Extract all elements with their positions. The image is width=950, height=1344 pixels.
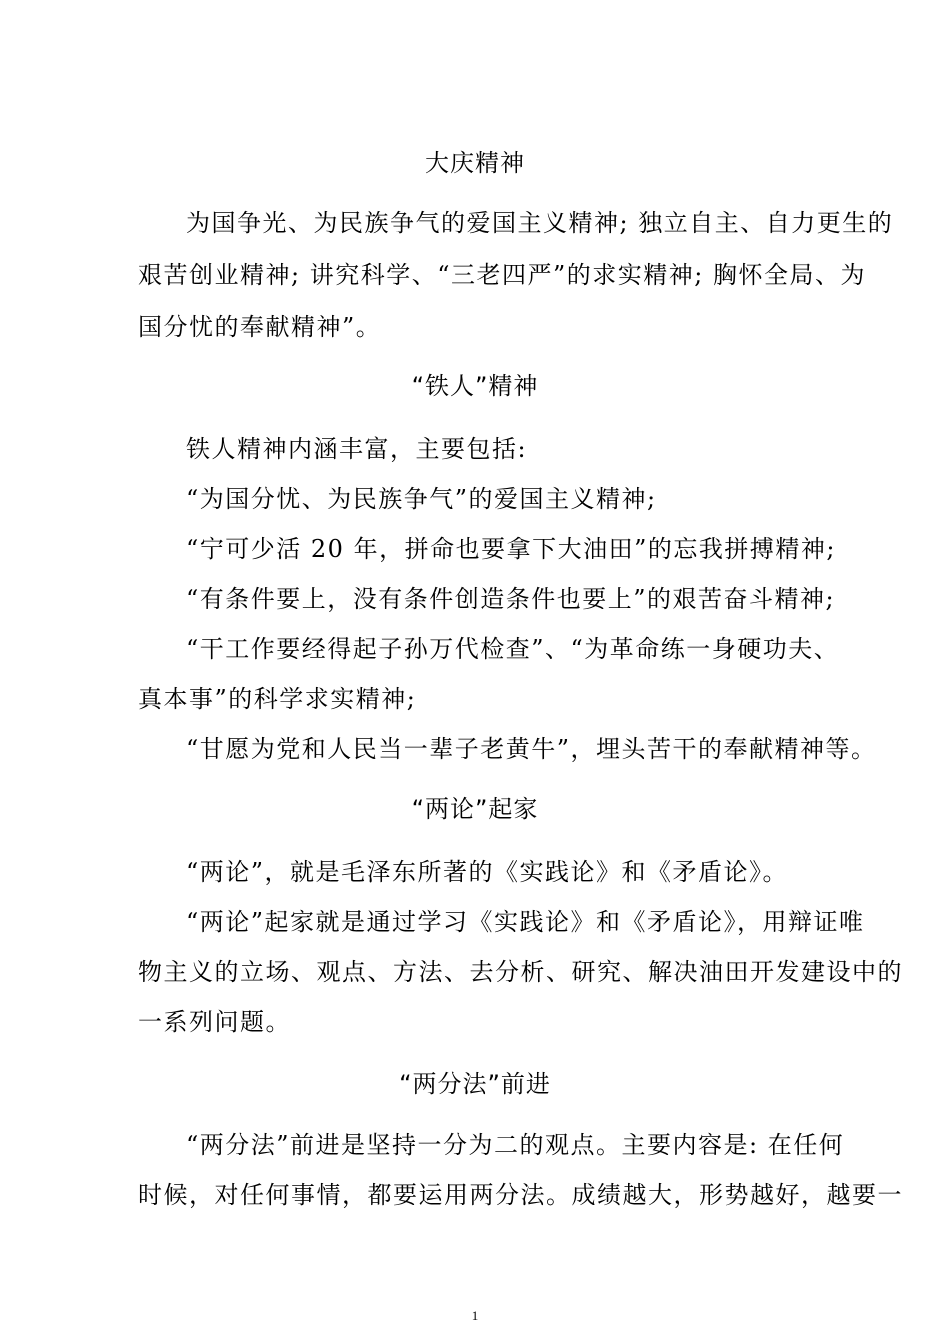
list-item: “甘愿为党和人民当一辈子老黄牛”，埋头苦干的奉献精神等。 xyxy=(186,735,877,763)
paragraph-line: 铁人精神内涵丰富，主要包括: xyxy=(186,435,528,463)
paragraph-line: 为国争光、为民族争气的爱国主义精神; 独立自主、自力更生的 xyxy=(186,209,894,237)
paragraph-line: “两论”起家就是通过学习《实践论》和《矛盾论》，用辩证唯 xyxy=(186,908,865,936)
list-item: “干工作要经得起子孙万代检查”、“为革命练一身硬功夫、 xyxy=(186,635,840,663)
list-item-continuation: 真本事”的科学求实精神; xyxy=(138,685,417,713)
paragraph-line: “两分法”前进是坚持一分为二的观点。主要内容是: 在任何 xyxy=(186,1131,845,1159)
list-item: “为国分忧、为民族争气”的爱国主义精神; xyxy=(186,485,657,513)
section-title-two-theories: “两论”起家 xyxy=(411,795,539,823)
paragraph-line: 艰苦创业精神; 讲究科学、“三老四严”的求实精神; 胸怀全局、为 xyxy=(138,261,866,289)
list-item: “宁可少活 20 年，拼命也要拿下大油田”的忘我拼搏精神; xyxy=(186,535,836,563)
section-title-daqing-spirit: 大庆精神 xyxy=(425,149,525,177)
paragraph-line: 物主义的立场、观点、方法、去分析、研究、解决油田开发建设中的 xyxy=(138,958,903,986)
paragraph-line: “两论”，就是毛泽东所著的《实践论》和《矛盾论》。 xyxy=(186,858,789,886)
paragraph-line: 时候，对任何事情，都要运用两分法。成绩越大，形势越好，越要一 xyxy=(138,1181,903,1209)
section-title-two-point-method: “两分法”前进 xyxy=(399,1070,551,1098)
list-item: “有条件要上，没有条件创造条件也要上”的艰苦奋斗精神; xyxy=(186,585,836,613)
page-number: 1 xyxy=(471,1308,479,1323)
paragraph-line: 一系列问题。 xyxy=(138,1008,291,1036)
paragraph-line: 国分忧的奉献精神”。 xyxy=(138,313,382,341)
section-title-ironman-spirit: “铁人”精神 xyxy=(411,372,539,400)
